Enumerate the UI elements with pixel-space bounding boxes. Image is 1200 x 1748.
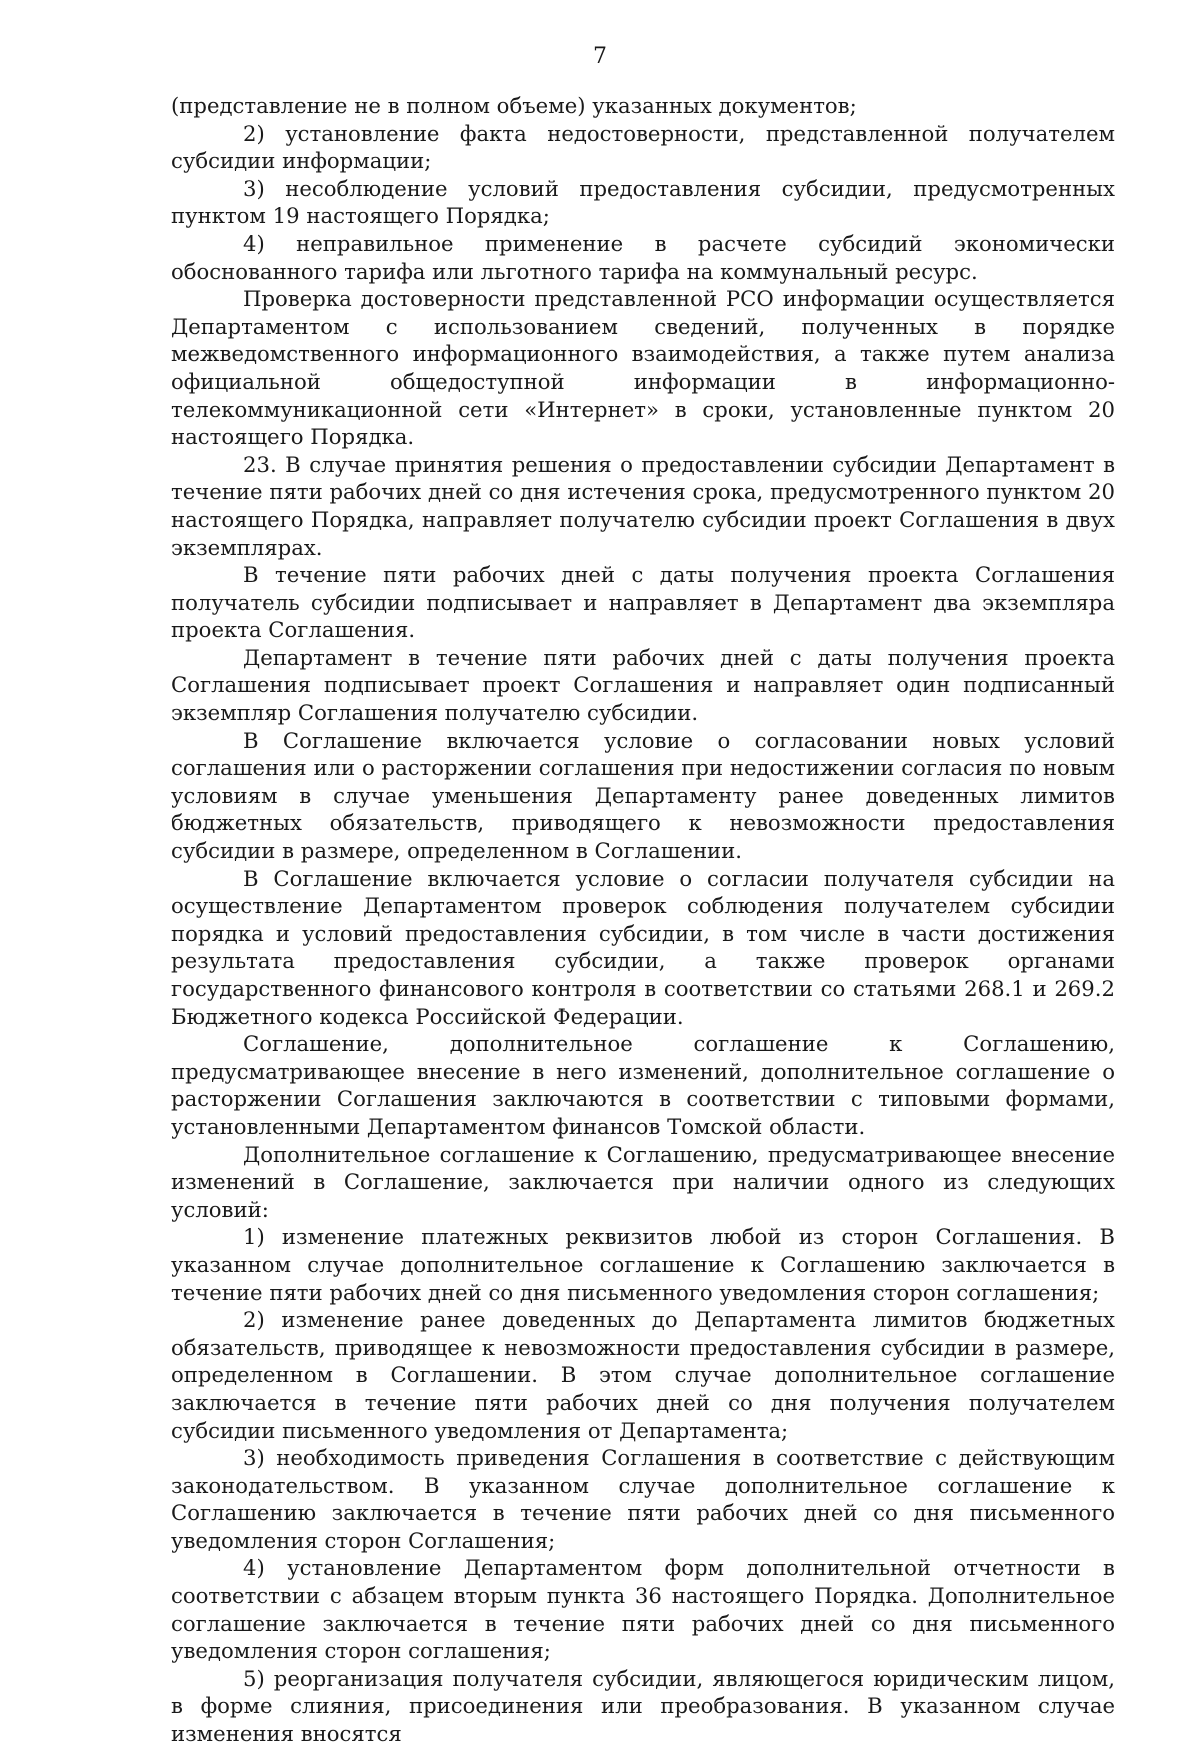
paragraph: Проверка достоверности представленной РСО информации осуществляется Департаментом с использованием сведений, полученных в порядке межведомственного информационного взаимодействия, а также путем анализа официальной общедоступной информации в информационно-телекоммуникационной сети «Интернет» в сроки, установленные пунктом 20 настоящего Порядка. [171,286,1115,450]
paragraph: 5) реорганизация получателя субсидии, являющегося юридическим лицом, в форме слияния, присоединения или преобразования. В указанном случае изменения вносятся [171,1665,1115,1747]
paragraph: Департамент в течение пяти рабочих дней с даты получения проекта Соглашения подписывает проект Соглашения и направляет один подписанный экземпляр Соглашения получателю субсидии. [171,644,1115,726]
paragraph: 1) изменение платежных реквизитов любой из сторон Соглашения. В указанном случае дополнительное соглашение к Соглашению заключается в течение пяти рабочих дней со дня письменного уведомления сторон соглашения; [171,1224,1115,1305]
paragraph: В Соглашение включается условие о согласовании новых условий соглашения или о расторжении соглашения при недостижении согласия по новым условиям в случае уменьшения Департаменту ранее доведенных лимитов бюджетных обязательств, приводящего к невозможности предоставления субсидии в размере, определенном в Соглашении. [171,727,1115,864]
document-body [171,92,1115,1748]
paragraph: 2) установление факта недостоверности, представленной получателем субсидии информации; [171,120,1115,174]
paragraph: Соглашение, дополнительное соглашение к Соглашению, предусматривающее внесение в него изменений, дополнительное соглашение о расторжении Соглашения заключаются в соответствии с типовыми формами, установленными Департаментом финансов Томской области. [171,1031,1115,1139]
paragraph: В Соглашение включается условие о согласии получателя субсидии на осуществление Департаментом проверок соблюдения получателем субсидии порядка и условий предоставления субсидии, в том числе в части достижения результата предоставления субсидии, а также проверок органами государственного финансового контроля в соответствии со статьями 268.1 и 269.2 Бюджетного кодекса Российской Федерации. [171,865,1115,1029]
paragraph: 3) несоблюдение условий предоставления субсидии, предусмотренных пунктом 19 настоящего Порядка; [171,175,1115,229]
page-number: 7 [593,44,607,69]
paragraph: Дополнительное соглашение к Соглашению, предусматривающее внесение изменений в Соглашение, заключается при наличии одного из следующих условий: [171,1141,1115,1222]
paragraph: 4) неправильное применение в расчете субсидий экономически обоснованного тарифа или льготного тарифа на коммунальный ресурс. [171,230,1115,284]
paragraph: (представление не в полном объеме) указанных документов; [171,93,857,118]
paragraph: 3) необходимость приведения Соглашения в соответствие с действующим законодательством. В указанном случае дополнительное соглашение к Соглашению заключается в течение пяти рабочих дней со дня письменного уведомления сторон Соглашения; [171,1445,1115,1553]
paragraph: 23. В случае принятия решения о предоставлении субсидии Департамент в течение пяти рабочих дней со дня истечения срока, предусмотренного пунктом 20 настоящего Порядка, направляет получателю субсидии проект Соглашения в двух экземплярах. [171,451,1115,560]
paragraph: 4) установление Департаментом форм дополнительной отчетности в соответствии с абзацем вторым пункта 36 настоящего Порядка. Дополнительное соглашение заключается в течение пяти рабочих дней со дня письменного уведомления сторон соглашения; [171,1555,1115,1664]
paragraph: 2) изменение ранее доведенных до Департамента лимитов бюджетных обязательств, приводящее к невозможности предоставления субсидии в размере, определенном в Соглашении. В этом случае дополнительное соглашение заключается в течение пяти рабочих дней со дня получения получателем субсидии письменного уведомления от Департамента; [171,1307,1115,1443]
paragraph: В течение пяти рабочих дней с даты получения проекта Соглашения получатель субсидии подписывает и направляет в Департамент два экземпляра проекта Соглашения. [171,562,1115,643]
